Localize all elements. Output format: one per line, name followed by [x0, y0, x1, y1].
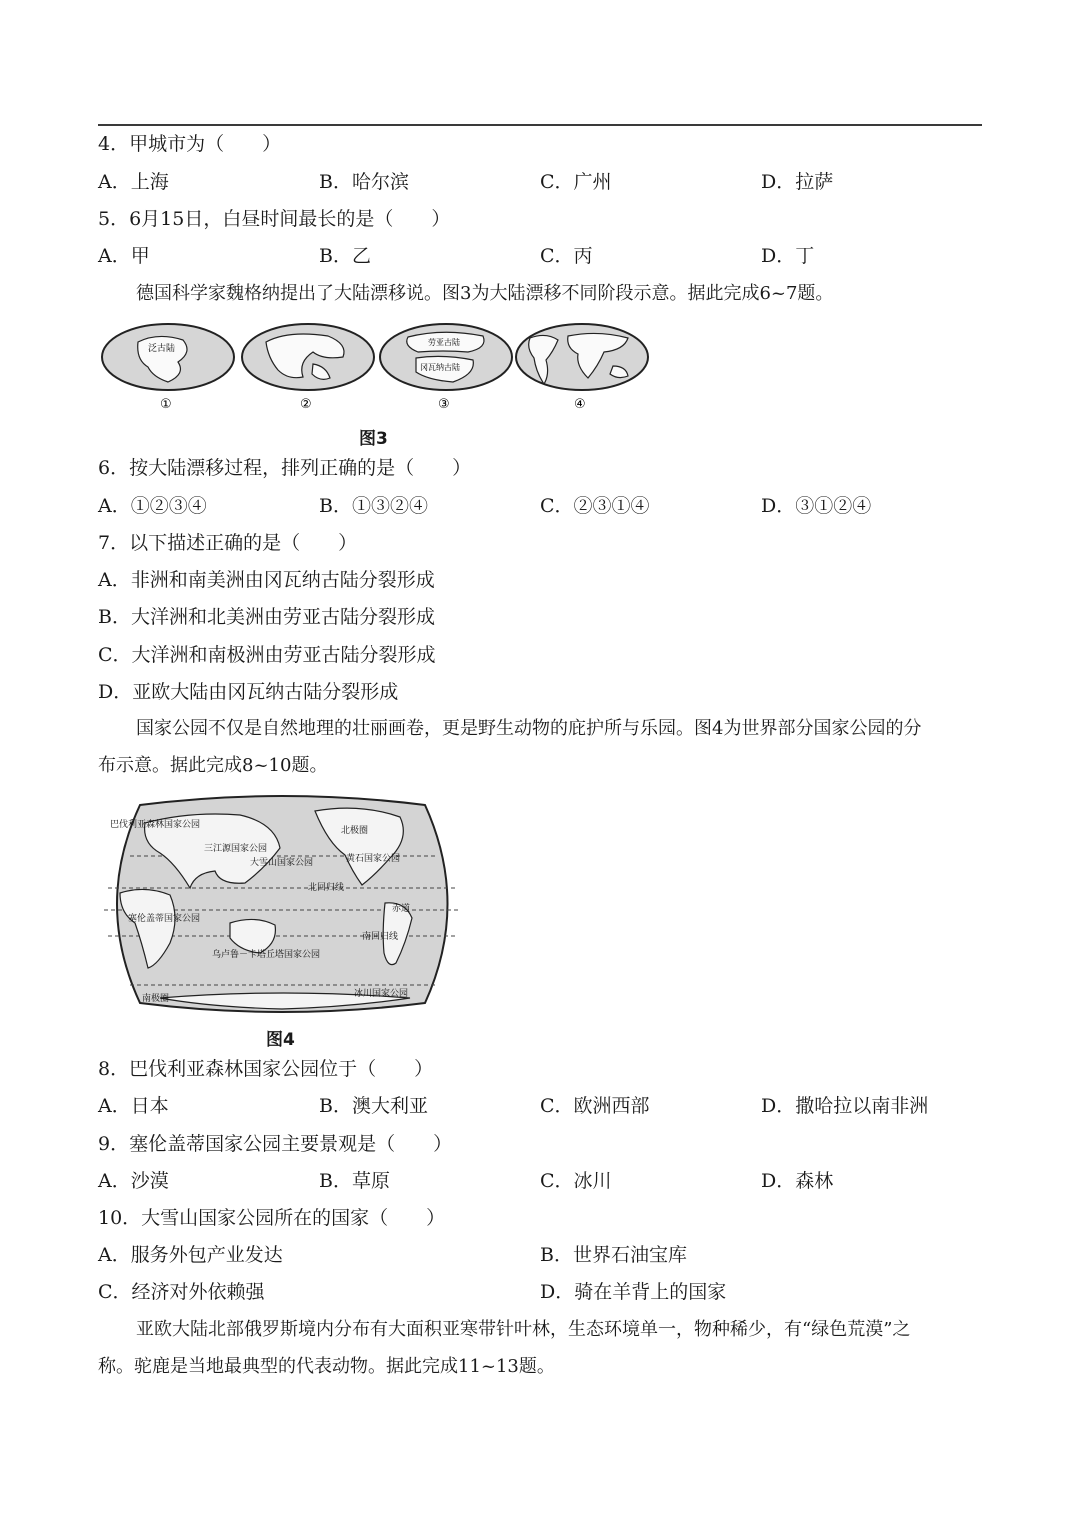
- q6-option-a[interactable]: A．①②③④: [98, 495, 207, 517]
- q4-stem: 4．甲城市为（ ）: [98, 133, 282, 155]
- q9-option-b[interactable]: B．草原: [319, 1170, 390, 1192]
- q4-option-b[interactable]: B．哈尔滨: [319, 171, 409, 193]
- q7-option-b[interactable]: B．大洋洲和北美洲由劳亚古陆分裂形成: [98, 606, 435, 628]
- fig4-label-nanjixian: 南极圈: [142, 994, 170, 1004]
- fig4-label-bavarian: 巴伐利亚森林国家公园: [110, 820, 201, 830]
- q10-option-b[interactable]: B．世界石油宝库: [540, 1244, 687, 1266]
- fig3-panel-1: [102, 324, 234, 390]
- fig4-label-beijixian: 北极圈: [341, 826, 369, 836]
- q4-option-c[interactable]: C．广州: [540, 171, 612, 193]
- header-rule: [98, 124, 982, 126]
- q8-option-d[interactable]: D．撒哈拉以南非洲: [761, 1095, 929, 1117]
- fig3-panel-label-1: ①: [160, 397, 172, 412]
- q9-option-d[interactable]: D．森林: [761, 1170, 834, 1192]
- q6-option-d[interactable]: D．③①②④: [761, 495, 872, 517]
- q9-stem: 9．塞伦盖蒂国家公园主要景观是（ ）: [98, 1133, 453, 1155]
- fig4-label-sanjiangyuan: 三江源国家公园: [204, 844, 268, 854]
- q4-option-a[interactable]: A．上海: [98, 171, 169, 193]
- figure-3: [98, 322, 658, 414]
- q7-option-d[interactable]: D．亚欧大陆由冈瓦纳古陆分裂形成: [98, 681, 399, 703]
- fig3-panel-label-3: ③: [438, 397, 450, 412]
- q5-stem: 5．6月15日，白昼时间最长的是（ ）: [98, 208, 451, 230]
- q5-option-a[interactable]: A．甲: [98, 245, 150, 267]
- figure-4: [100, 793, 465, 1015]
- q10-option-c[interactable]: C．经济对外依赖强: [98, 1281, 265, 1303]
- q9-option-c[interactable]: C．冰川: [540, 1170, 612, 1192]
- q10-option-d[interactable]: D．骑在羊背上的国家: [540, 1281, 727, 1303]
- q7-stem: 7．以下描述正确的是（ ）: [98, 532, 358, 554]
- q6-option-c[interactable]: C．②③①④: [540, 495, 650, 517]
- q10-stem: 10．大雪山国家公园所在的国家（ ）: [98, 1207, 446, 1229]
- q5-option-d[interactable]: D．丁: [761, 245, 815, 267]
- q4-option-d[interactable]: D．拉萨: [761, 171, 834, 193]
- fig4-label-glacier: 冰川国家公园: [354, 989, 409, 999]
- fig4-label-yellowstone: 黄石国家公园: [346, 854, 401, 864]
- fig3-panel-label-2: ②: [300, 397, 312, 412]
- q8-option-c[interactable]: C．欧洲西部: [540, 1095, 650, 1117]
- intro-8-10-line-1: 国家公园不仅是自然地理的壮丽画卷，更是野生动物的庇护所与乐园。图4为世界部分国家公园的分: [136, 718, 922, 739]
- intro-11-13-line-2: 称。驼鹿是当地最典型的代表动物。据此完成11~13题。: [98, 1356, 555, 1377]
- fig3-label-pangea: 泛古陆: [148, 344, 176, 354]
- fig4-label-beihuigui: 北回归线: [308, 883, 345, 893]
- fig3-panel-2: [242, 324, 374, 390]
- intro-11-13-line-1: 亚欧大陆北部俄罗斯境内分布有大面积亚寒带针叶林，生态环境单一，物种稀少，有“绿色荒漠”之: [136, 1319, 911, 1340]
- fig4-label-nanhuigui: 南回归线: [362, 932, 399, 942]
- q7-option-c[interactable]: C．大洋洲和南极洲由劳亚古陆分裂形成: [98, 644, 436, 666]
- fig4-label-chidao: 赤道: [392, 904, 411, 914]
- q8-stem: 8．巴伐利亚森林国家公园位于（ ）: [98, 1058, 434, 1080]
- q6-stem: 6．按大陆漂移过程，排列正确的是（ ）: [98, 457, 472, 479]
- q8-option-a[interactable]: A．日本: [98, 1095, 169, 1117]
- intro-8-10-line-2: 布示意。据此完成8~10题。: [98, 755, 328, 776]
- fig3-panel-4: [516, 324, 648, 390]
- fig4-label-uluru: 乌卢鲁－卡塔丘塔国家公园: [212, 950, 321, 960]
- q8-option-b[interactable]: B．澳大利亚: [319, 1095, 428, 1117]
- fig3-panel-label-4: ④: [574, 397, 586, 412]
- intro-6-7: 德国科学家魏格纳提出了大陆漂移说。图3为大陆漂移不同阶段示意。据此完成6~7题。: [136, 283, 834, 304]
- q10-option-a[interactable]: A．服务外包产业发达: [98, 1244, 283, 1266]
- q5-option-b[interactable]: B．乙: [319, 245, 371, 267]
- fig4-caption: 图4: [266, 1030, 295, 1050]
- fig4-label-serengeti: 塞伦盖蒂国家公园: [128, 914, 201, 924]
- q6-option-b[interactable]: B．①③②④: [319, 495, 428, 517]
- fig4-label-daxueshan: 大雪山国家公园: [250, 858, 314, 868]
- fig3-caption: 图3: [359, 429, 388, 449]
- fig3-label-gondwana: 冈瓦纳古陆: [420, 363, 460, 372]
- fig3-panel-3: [380, 324, 512, 390]
- fig3-label-laurasia: 劳亚古陆: [428, 338, 460, 347]
- q7-option-a[interactable]: A．非洲和南美洲由冈瓦纳古陆分裂形成: [98, 569, 435, 591]
- q5-option-c[interactable]: C．丙: [540, 245, 593, 267]
- q9-option-a[interactable]: A．沙漠: [98, 1170, 169, 1192]
